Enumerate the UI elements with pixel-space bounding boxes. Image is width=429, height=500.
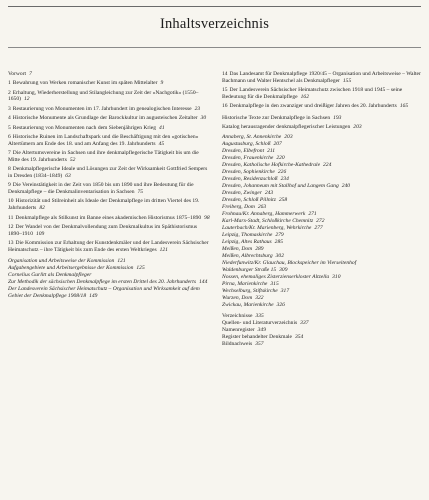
toc-entry bbox=[8, 215, 211, 222]
toc-entry-text: Lauterbach/Kr. Marienberg, Wehrkirche bbox=[222, 224, 312, 231]
toc-entry-number: 14 bbox=[222, 71, 228, 77]
toc-entry-text: Katalog herausragender denkmalpflegerischer Leistungen bbox=[222, 124, 351, 131]
toc-entry-text: Aufgabengebiete und Arbeitsergebnisse der Kommission bbox=[8, 265, 134, 272]
toc-entry bbox=[222, 169, 425, 176]
toc-right-column bbox=[222, 71, 425, 348]
toc-entry-page: 82 bbox=[39, 205, 45, 212]
toc-entry-number: 16 bbox=[222, 103, 228, 110]
toc-entry-page: 337 bbox=[300, 320, 309, 327]
toc-entry-number: 8 bbox=[8, 166, 11, 173]
toc-entry-page: 121 bbox=[117, 258, 126, 265]
toc-entry-page: 23 bbox=[194, 105, 201, 112]
toc-entry-page: 258 bbox=[278, 196, 288, 203]
toc-entry bbox=[222, 246, 425, 253]
toc-entry-page: 165 bbox=[399, 103, 409, 110]
toc-entry-page: 354 bbox=[294, 334, 304, 341]
toc-entry bbox=[8, 125, 211, 132]
toc-entry-text: Denkmalpflegerische Ideale und Lösungen zur Zeit der Wirksamkeit Gottfried Sempers in Dresden (1834–1849) bbox=[8, 166, 208, 179]
toc-entry-text: Meißen, Dom bbox=[222, 245, 253, 252]
toc-entry-text: Dresden, Sophienkirche bbox=[222, 168, 275, 175]
toc-entry bbox=[222, 218, 425, 225]
toc-entry-page: 98 bbox=[204, 214, 210, 221]
toc-entry-number: 11 bbox=[8, 214, 14, 221]
toc-entry-page: 41 bbox=[159, 124, 165, 131]
toc-entry-text: Leipzig, Altes Rathaus bbox=[222, 238, 272, 245]
toc-entry-text: Wurzen, Dom bbox=[222, 294, 253, 301]
toc-entry-page: 277 bbox=[314, 224, 323, 231]
toc-entry bbox=[222, 274, 425, 281]
toc-entry bbox=[222, 87, 425, 100]
toc-entry-number: 12 bbox=[8, 223, 14, 230]
toc-entry-text: Waldenburger Straße 15 bbox=[222, 266, 277, 273]
toc-entry-page: 272 bbox=[316, 217, 325, 224]
toc-entry-page: 162 bbox=[300, 93, 309, 100]
toc-entry-page: 203 bbox=[353, 124, 362, 131]
toc-entry-number: 6 bbox=[8, 134, 11, 141]
toc-entry-text: Namenregister bbox=[222, 327, 255, 334]
toc-entry-text: Historizität und Stilreinheit als Ideale der Denkmalpflege im dritten Viertel des 19. Jahrhunderts bbox=[8, 198, 200, 212]
toc-entry bbox=[222, 190, 425, 197]
toc-entry-page: 109 bbox=[35, 230, 45, 237]
toc-entry-text: Augustusburg, Schloß bbox=[222, 140, 271, 147]
toc-entry bbox=[8, 182, 211, 195]
toc-entry bbox=[8, 90, 211, 103]
toc-entry bbox=[222, 313, 425, 320]
toc-entry bbox=[8, 115, 211, 122]
toc-entry-text: Dresden, Residenzschloß bbox=[222, 175, 278, 182]
toc-entry-page: 7 bbox=[29, 71, 32, 77]
toc-entry bbox=[222, 295, 425, 302]
toc-entry-text: Vorwort bbox=[8, 71, 27, 77]
toc-entry-text: Leipzig, Thomaskirche bbox=[222, 231, 273, 238]
toc-entry-text: Dresden, Katholische Hofkirche-Kathedrale bbox=[222, 161, 321, 168]
toc-entry bbox=[222, 288, 425, 295]
toc-entry-page: 243 bbox=[264, 189, 274, 196]
toc-entry-page: 121 bbox=[159, 246, 168, 253]
toc-entry bbox=[222, 162, 425, 169]
toc-entry-text: Nossen, ehemaliges Zisterzienserkloster Altzella bbox=[222, 273, 330, 280]
toc-entry-page: 45 bbox=[158, 140, 165, 147]
toc-entry-page: 211 bbox=[267, 147, 276, 154]
toc-entry-page: 310 bbox=[332, 273, 341, 280]
toc-entry-text: Annaberg, St. Annenkirche bbox=[222, 133, 282, 140]
toc-entry bbox=[222, 267, 425, 274]
toc-entry-text: Bewahrung von Werken romanischer Kunst im späten Mittelalter bbox=[12, 80, 158, 87]
toc-entry-page: 9 bbox=[160, 80, 164, 87]
toc-entry bbox=[222, 134, 425, 141]
toc-entry-text: Quellen- und Literaturverzeichnis bbox=[222, 320, 298, 327]
title-rule bbox=[8, 47, 421, 48]
toc-entry-text: Restaurierung von Monumenten im 17. Jahrhundert im genealogischen Interesse bbox=[12, 105, 192, 112]
toc-entry-page: 144 bbox=[199, 279, 208, 286]
toc-entry bbox=[222, 334, 425, 341]
toc-entry bbox=[222, 155, 425, 162]
toc-entry-text: Denkmalpflege als Stilkunst im Banne eines akademischen Historismus 1875–1890 bbox=[15, 214, 202, 221]
toc-entry bbox=[8, 134, 211, 147]
toc-entry-number: 2 bbox=[8, 89, 11, 96]
top-rule bbox=[8, 6, 421, 7]
toc-entry-page: 12 bbox=[23, 96, 30, 103]
toc-entry bbox=[222, 239, 425, 246]
toc-entry-text: Dresden, Zwinger bbox=[222, 189, 262, 196]
toc-entry bbox=[222, 141, 425, 148]
toc-entry-text: Dresden, Frauenkirche bbox=[222, 154, 274, 161]
toc-entry-text: Register behandelter Denkmale bbox=[222, 334, 292, 341]
toc-entry bbox=[222, 281, 425, 288]
toc-entry-text: Die Vereinstätigkeit in der Zeit von 1850 bis um 1890 und ihre Bedeutung für die Denkmalpflege – die Denkmalinventarisation in Sachsen bbox=[8, 182, 194, 196]
toc-entry-page: 155 bbox=[342, 77, 352, 84]
toc-entry-text: Verzeichnisse bbox=[222, 313, 253, 320]
toc-entry bbox=[8, 286, 211, 299]
toc-entry bbox=[222, 197, 425, 204]
toc-entry bbox=[222, 176, 425, 183]
toc-entry-text: Dresden, Elbefront bbox=[222, 147, 265, 154]
toc-entry bbox=[222, 71, 425, 84]
toc-entry-page: 63 bbox=[65, 172, 71, 179]
toc-entry-text: Historische Monumente als Grundlage der Barockkultur im augusteischen Zeitalter bbox=[12, 115, 198, 122]
toc-entry-number: 4 bbox=[8, 115, 11, 122]
toc-entry-text: Cornelius Gurlitt als Denkmalpfleger bbox=[8, 272, 92, 279]
toc-entry-page: 234 bbox=[280, 175, 289, 182]
toc-entry-page: 279 bbox=[275, 231, 284, 238]
toc-entry-page: 326 bbox=[276, 301, 285, 308]
toc-entry-text: Meißen, Albrechtsburg bbox=[222, 252, 273, 259]
toc-entry bbox=[222, 341, 425, 348]
toc-entry-page: 271 bbox=[308, 210, 317, 217]
toc-entry-number: 10 bbox=[8, 198, 14, 205]
toc-entry-page: 226 bbox=[277, 168, 287, 175]
toc-entry-page: 75 bbox=[137, 189, 144, 196]
toc-entry-page: 317 bbox=[280, 287, 290, 294]
toc-entry bbox=[8, 166, 211, 179]
toc-entry-text: Dresden, Schloß Pillnitz bbox=[222, 196, 276, 203]
toc-entry-number: 7 bbox=[8, 150, 11, 157]
toc-entry-text: Die Kommission zur Erhaltung der Kunstdenkmäler und der Landesverein Sächsischer Heimatschutz – ihre Tätigkeit bis zum Ende des ersten Weltkrieges bbox=[8, 240, 209, 253]
toc-entry-text: Karl-Marx-Stadt, Schloßkirche Chemnitz bbox=[222, 217, 314, 224]
toc-entry-page: 52 bbox=[69, 156, 76, 163]
toc-entry-text: Zur Methodik der sächsischen Denkmalpflege im ersten Drittel des 20. Jahrhunderts bbox=[8, 279, 197, 286]
toc-entry bbox=[222, 183, 425, 190]
toc-entry-text: Frohnau/Kr. Annaberg, Hammerwerk bbox=[222, 210, 306, 217]
toc-entry-text: Wechselburg, Stiftskirche bbox=[222, 287, 278, 294]
toc-entry-text: Das Landesamt für Denkmalpflege 1920/45 – Organisation und Arbeitsweise – Walter Bachmann und Walter Hentschel als Denkmalpfleger bbox=[222, 71, 421, 84]
toc-entry bbox=[222, 204, 425, 211]
toc-entry-number: 3 bbox=[8, 105, 11, 112]
toc-entry bbox=[8, 224, 211, 237]
toc-entry-number: 13 bbox=[8, 240, 14, 246]
toc-entry-page: 322 bbox=[255, 294, 264, 301]
toc-entry-number: 1 bbox=[8, 80, 11, 87]
toc-entry-page: 193 bbox=[333, 114, 342, 121]
toc-entry bbox=[222, 211, 425, 218]
toc-entry-page: 349 bbox=[257, 327, 266, 334]
toc-entry-text: Dresden, Johanneum mit Stallhof und Langem Gang bbox=[222, 182, 339, 189]
toc-entry bbox=[222, 302, 425, 309]
toc-entry-page: 240 bbox=[341, 182, 351, 189]
toc-entry-text: Zwickau, Marienkirche bbox=[222, 301, 274, 308]
toc-entry-page: 357 bbox=[255, 341, 264, 348]
toc-entry-text: Denkmalpflege in den zwanziger und dreißiger Jahren des 20. Jahrhunderts bbox=[229, 103, 397, 110]
toc-entry bbox=[8, 80, 211, 87]
toc-entry-text: Der Landesverein Sächsischer Heimatschutz – Organisation und Wirksamkeit auf dem Gebiet der Denkmalpflege 1908/18 bbox=[8, 286, 200, 300]
toc-entry-text: Bildnachweis bbox=[222, 341, 253, 348]
toc-entry bbox=[8, 198, 211, 211]
toc-entry bbox=[222, 148, 425, 155]
toc-entry bbox=[8, 71, 211, 78]
toc-entry-text: Pirna, Marienkirche bbox=[222, 280, 268, 287]
toc-entry bbox=[8, 240, 211, 253]
toc-entry bbox=[222, 225, 425, 232]
toc-entry-text: Restaurierung von Monumenten nach dem Siebenjährigen Krieg bbox=[12, 124, 157, 131]
toc-entry-text: Historische Texte zur Denkmalpflege in Sachsen bbox=[222, 114, 331, 121]
toc-entry-text: Organisation und Arbeitsweise der Kommission bbox=[8, 258, 115, 265]
toc-entry-page: 263 bbox=[257, 203, 267, 210]
toc-entry-page: 149 bbox=[89, 293, 98, 300]
toc-entry-page: 335 bbox=[255, 313, 264, 320]
toc-entry-page: 207 bbox=[273, 140, 282, 147]
toc-entry-text: Der Landesverein Sächsischer Heimatschutz zwischen 1918 und 1945 – seine Bedeutung für die Denkmalpflege bbox=[222, 87, 403, 100]
toc-entry-number: 5 bbox=[8, 124, 11, 131]
toc-entry-text: Freiberg, Dom bbox=[222, 203, 255, 210]
toc-entry bbox=[222, 232, 425, 239]
toc-entry bbox=[222, 124, 425, 131]
toc-entry-text: Historische Ruinen im Landschaftspark und die Beschäftigung mit den «gotischen» Altertümern am Ende des 18. und am Anfang des 19. Jahrhunderts bbox=[8, 134, 199, 147]
toc-entry-number: 9 bbox=[8, 182, 11, 189]
toc-entry-page: 203 bbox=[284, 133, 293, 140]
toc-entry-number: 15 bbox=[222, 87, 228, 94]
toc-entry-page: 30 bbox=[200, 115, 207, 122]
toc-entry bbox=[222, 253, 425, 260]
toc-entry-page: 224 bbox=[323, 161, 332, 168]
toc-entry bbox=[222, 260, 425, 267]
toc-entry-page: 309 bbox=[279, 266, 288, 273]
toc-entry-page: 289 bbox=[255, 245, 264, 252]
toc-entry-page: 285 bbox=[274, 238, 283, 245]
toc-entry-text: Erhaltung, Wiederherstellung und Stilangleichung zur Zeit der «Nachgotik» (1550–1650) bbox=[8, 89, 199, 103]
toc-entry-page: 302 bbox=[275, 252, 284, 259]
toc-left-column bbox=[8, 71, 211, 300]
toc-entry-page: 125 bbox=[136, 265, 145, 272]
page-title: Inhaltsverzeichnis bbox=[159, 16, 270, 32]
toc-entry-page: 220 bbox=[276, 154, 285, 161]
toc-entry-text: Niederfunwitz/Kr. Glauchau, Blockspeicher im Vierseitenhof bbox=[222, 259, 357, 266]
toc-entry bbox=[8, 106, 211, 113]
toc-entry-text: Der Wandel von der Denkmalvollendung zum Denkmalkultus im Späthistorismus 1890–1910 bbox=[8, 223, 198, 237]
toc-entry bbox=[222, 103, 425, 110]
toc-entry bbox=[222, 115, 425, 122]
toc-entry-text: Die Altertumsvereine in Sachsen und ihre denkmalpflegerische Tätigkeit bis um die Mitte des 19. Jahrhunderts bbox=[8, 150, 199, 163]
toc-entry bbox=[8, 150, 211, 163]
toc-entry-page: 315 bbox=[270, 280, 279, 287]
